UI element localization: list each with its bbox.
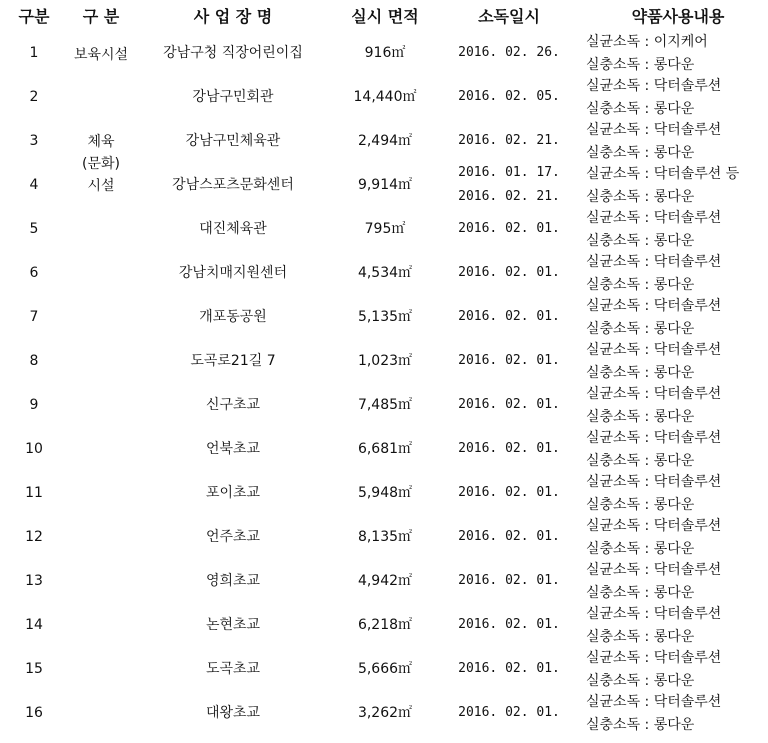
row-content-insecticide: 실충소독 : 롱다운 bbox=[586, 57, 695, 73]
row-content-disinfect: 실균소독 : 닥터솔루션 등 bbox=[586, 166, 740, 182]
row-date: 2016. 02. 01. bbox=[458, 661, 560, 676]
row-area: 916㎡ bbox=[364, 45, 406, 61]
row-date: 2016. 02. 01. bbox=[458, 221, 560, 236]
row-content-insecticide: 실충소독 : 롱다운 bbox=[586, 541, 695, 557]
row-content-disinfect: 실균소독 : 닥터솔루션 bbox=[586, 342, 722, 358]
row-content-insecticide: 실충소독 : 롱다운 bbox=[586, 365, 695, 381]
row-date: 2016. 01. 17. bbox=[458, 165, 560, 180]
row-number: 6 bbox=[29, 265, 39, 281]
row-content-insecticide: 실충소독 : 롱다운 bbox=[586, 101, 695, 117]
row-area: 5,948㎡ bbox=[357, 485, 413, 501]
category-sports-line3: 시설 bbox=[87, 178, 115, 194]
row-content-disinfect: 실균소독 : 닥터솔루션 bbox=[586, 254, 722, 270]
row-date: 2016. 02. 01. bbox=[458, 617, 560, 632]
row-content-disinfect: 실균소독 : 닥터솔루션 bbox=[586, 298, 722, 314]
row-site: 강남구민체육관 bbox=[185, 133, 281, 149]
row-date: 2016. 02. 01. bbox=[458, 529, 560, 544]
row-content-disinfect: 실균소독 : 닥터솔루션 bbox=[586, 474, 722, 490]
row-date: 2016. 02. 01. bbox=[458, 705, 560, 720]
category-sports-line2: (문화) bbox=[82, 156, 120, 172]
row-content-insecticide: 실충소독 : 롱다운 bbox=[586, 585, 695, 601]
row-content-insecticide: 실충소독 : 롱다운 bbox=[586, 145, 695, 161]
row-content-insecticide: 실충소독 : 롱다운 bbox=[586, 233, 695, 249]
row-content-disinfect: 실균소독 : 닥터솔루션 bbox=[586, 386, 722, 402]
row-area: 6,681㎡ bbox=[357, 441, 413, 457]
row-site: 영희초교 bbox=[205, 573, 261, 589]
header-category: 구 분 bbox=[82, 7, 120, 26]
row-date: 2016. 02. 01. bbox=[458, 397, 560, 412]
row-number: 4 bbox=[29, 177, 39, 193]
row-site: 강남치매지원센터 bbox=[178, 265, 288, 281]
row-date: 2016. 02. 26. bbox=[458, 45, 560, 60]
category-childcare: 보육시설 bbox=[73, 47, 129, 63]
row-site: 언주초교 bbox=[205, 529, 261, 545]
row-area: 6,218㎡ bbox=[357, 617, 413, 633]
row-site: 강남구민회관 bbox=[192, 89, 274, 105]
row-content-disinfect: 실균소독 : 닥터솔루션 bbox=[586, 430, 722, 446]
row-site: 논현초교 bbox=[205, 617, 261, 633]
header-site: 사 업 장 명 bbox=[193, 7, 273, 26]
row-area: 1,023㎡ bbox=[357, 353, 413, 369]
row-site: 언북초교 bbox=[205, 441, 261, 457]
row-date: 2016. 02. 01. bbox=[458, 573, 560, 588]
row-area: 8,135㎡ bbox=[357, 529, 413, 545]
row-content-insecticide: 실충소독 : 롱다운 bbox=[586, 629, 695, 645]
row-site: 포이초교 bbox=[205, 485, 261, 501]
row-date: 2016. 02. 21. bbox=[458, 189, 560, 204]
row-area: 4,942㎡ bbox=[357, 573, 413, 589]
category-sports-line1: 체육 bbox=[87, 134, 115, 150]
row-site: 강남스포츠문화센터 bbox=[172, 177, 294, 193]
row-content-insecticide: 실충소독 : 롱다운 bbox=[586, 409, 695, 425]
row-number: 8 bbox=[29, 353, 39, 369]
row-area: 795㎡ bbox=[364, 221, 406, 237]
row-site: 강남구청 직장어린이집 bbox=[163, 45, 303, 61]
row-date: 2016. 02. 01. bbox=[458, 485, 560, 500]
row-area: 2,494㎡ bbox=[357, 133, 413, 149]
row-area: 4,534㎡ bbox=[357, 265, 413, 281]
row-content-disinfect: 실균소독 : 닥터솔루션 bbox=[586, 650, 722, 666]
row-number: 3 bbox=[29, 133, 39, 149]
row-area: 9,914㎡ bbox=[357, 177, 413, 193]
row-number: 16 bbox=[25, 705, 43, 721]
row-area: 14,440㎡ bbox=[353, 89, 417, 105]
header-area: 실시 면적 bbox=[351, 7, 419, 26]
row-content-disinfect: 실균소독 : 닥터솔루션 bbox=[586, 562, 722, 578]
row-content-disinfect: 실균소독 : 이지케어 bbox=[586, 34, 708, 50]
row-area: 5,135㎡ bbox=[357, 309, 413, 325]
row-number: 5 bbox=[29, 221, 39, 237]
row-date: 2016. 02. 01. bbox=[458, 265, 560, 280]
header-date: 소독일시 bbox=[478, 7, 540, 26]
row-site: 대진체육관 bbox=[199, 221, 267, 237]
row-number: 10 bbox=[25, 441, 43, 457]
row-area: 5,666㎡ bbox=[357, 661, 413, 677]
row-content-insecticide: 실충소독 : 롱다운 bbox=[586, 497, 695, 513]
row-content-insecticide: 실충소독 : 롱다운 bbox=[586, 277, 695, 293]
row-content-disinfect: 실균소독 : 닥터솔루션 bbox=[586, 518, 722, 534]
row-content-insecticide: 실충소독 : 롱다운 bbox=[586, 321, 695, 337]
row-date: 2016. 02. 01. bbox=[458, 441, 560, 456]
row-site: 도곡로21길 7 bbox=[190, 353, 276, 369]
row-content-insecticide: 실충소독 : 롱다운 bbox=[586, 189, 695, 205]
row-area: 3,262㎡ bbox=[357, 705, 413, 721]
row-date: 2016. 02. 01. bbox=[458, 353, 560, 368]
row-number: 9 bbox=[29, 397, 39, 413]
row-number: 11 bbox=[25, 485, 43, 501]
row-content-disinfect: 실균소독 : 닥터솔루션 bbox=[586, 78, 722, 94]
row-content-insecticide: 실충소독 : 롱다운 bbox=[586, 673, 695, 689]
row-number: 13 bbox=[25, 573, 43, 589]
row-number: 15 bbox=[25, 661, 43, 677]
row-number: 14 bbox=[25, 617, 43, 633]
category-sports bbox=[82, 131, 120, 197]
row-site: 도곡초교 bbox=[205, 661, 261, 677]
row-content-disinfect: 실균소독 : 닥터솔루션 bbox=[586, 122, 722, 138]
row-area: 7,485㎡ bbox=[357, 397, 413, 413]
header-content: 약품사용내용 bbox=[631, 7, 725, 26]
row-number: 2 bbox=[29, 89, 39, 105]
row-site: 개포동공원 bbox=[199, 309, 267, 325]
row-content-insecticide: 실충소독 : 롱다운 bbox=[586, 453, 695, 469]
row-content-insecticide: 실충소독 : 롱다운 bbox=[586, 717, 695, 733]
row-date: 2016. 02. 05. bbox=[458, 89, 560, 104]
row-number: 1 bbox=[29, 45, 39, 61]
header-no: 구분 bbox=[18, 7, 50, 26]
row-date: 2016. 02. 01. bbox=[458, 309, 560, 324]
row-content-disinfect: 실균소독 : 닥터솔루션 bbox=[586, 210, 722, 226]
row-number: 7 bbox=[29, 309, 39, 325]
row-content-disinfect: 실균소독 : 닥터솔루션 bbox=[586, 606, 722, 622]
row-site: 대왕초교 bbox=[205, 705, 261, 721]
row-content-disinfect: 실균소독 : 닥터솔루션 bbox=[586, 694, 722, 710]
row-date: 2016. 02. 21. bbox=[458, 133, 560, 148]
row-number: 12 bbox=[25, 529, 43, 545]
row-site: 신구초교 bbox=[205, 397, 261, 413]
